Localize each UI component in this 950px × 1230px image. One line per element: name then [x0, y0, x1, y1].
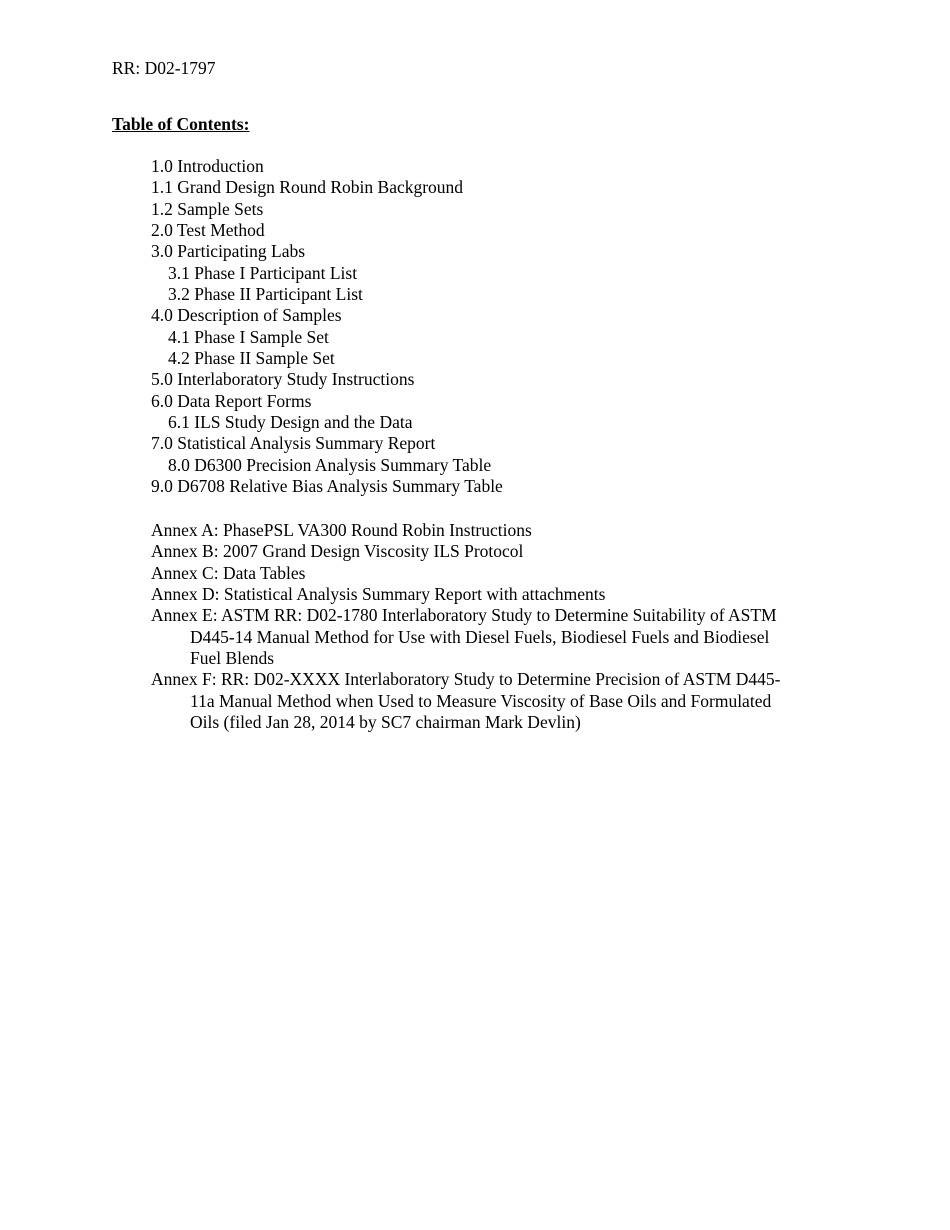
- annex-d: Annex D: Statistical Analysis Summary Report with attachments: [151, 584, 606, 605]
- annex-a: Annex A: PhasePSL VA300 Round Robin Instructions: [151, 520, 532, 540]
- annex-e-line: Fuel Blends: [190, 648, 275, 669]
- annex-f: [151, 669, 851, 733]
- annex-b: Annex B: 2007 Grand Design Viscosity ILS Protocol: [151, 541, 524, 562]
- toc-item-introduction: 1.0 Introduction: [151, 156, 264, 176]
- toc-list: [151, 156, 851, 498]
- toc-item-phase-1-sample-set: 4.1 Phase I Sample Set: [168, 326, 329, 347]
- annex-e-line: Annex E: ASTM RR: D02-1780 Interlaboratory Study to Determine Suitability of ASTM: [151, 605, 777, 626]
- annex-list: [151, 520, 851, 733]
- annex-f-line: Oils (filed Jan 28, 2014 by SC7 chairman Mark Devlin): [190, 712, 581, 733]
- annex-e-line: D445-14 Manual Method for Use with Diesel Fuels, Biodiesel Fuels and Biodiesel: [190, 626, 770, 647]
- toc-item-sample-sets: 1.2 Sample Sets: [151, 198, 264, 219]
- annex-f-line: 11a Manual Method when Used to Measure Viscosity of Base Oils and Formulated: [190, 690, 772, 711]
- toc-item-phase-1-participants: 3.1 Phase I Participant List: [168, 262, 358, 283]
- annex-e: [151, 605, 851, 669]
- toc-item-participating-labs: 3.0 Participating Labs: [151, 241, 306, 262]
- toc-item-relative-bias-table: 9.0 D6708 Relative Bias Analysis Summary Table: [151, 476, 503, 497]
- toc-item-study-design: 6.1 ILS Study Design and the Data: [168, 412, 413, 433]
- toc-item-description-of-samples: 4.0 Description of Samples: [151, 305, 342, 326]
- annex-f-line: Annex F: RR: D02-XXXX Interlaboratory Study to Determine Precision of ASTM D445-: [151, 669, 781, 690]
- annex-c: Annex C: Data Tables: [151, 562, 306, 583]
- toc-item-precision-table: 8.0 D6300 Precision Analysis Summary Table: [168, 454, 492, 475]
- toc-item-phase-2-participants: 3.2 Phase II Participant List: [168, 284, 363, 305]
- toc-item-test-method: 2.0 Test Method: [151, 220, 265, 241]
- toc-item-statistical-analysis: 7.0 Statistical Analysis Summary Report: [151, 433, 436, 454]
- toc-item-background: 1.1 Grand Design Round Robin Background: [151, 177, 464, 198]
- toc-item-data-report-forms: 6.0 Data Report Forms: [151, 390, 312, 411]
- toc-item-phase-2-sample-set: 4.2 Phase II Sample Set: [168, 348, 335, 369]
- toc-title: Table of Contents:: [112, 114, 250, 134]
- document-id: RR: D02-1797: [112, 58, 216, 78]
- toc-item-ils-instructions: 5.0 Interlaboratory Study Instructions: [151, 369, 415, 390]
